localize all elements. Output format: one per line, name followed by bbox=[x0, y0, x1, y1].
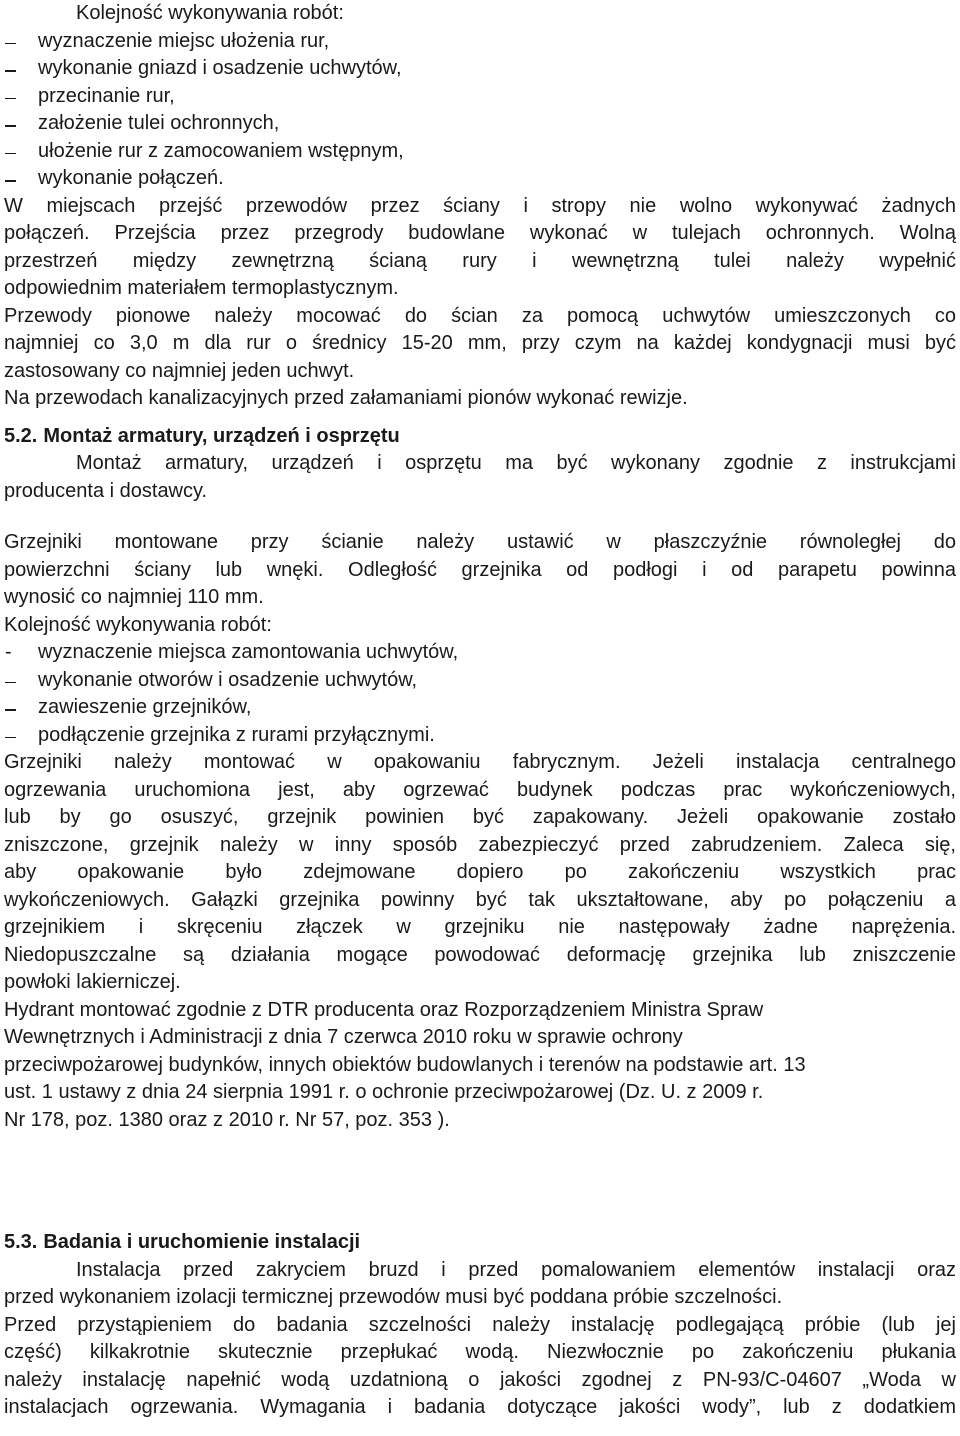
spacer bbox=[4, 505, 956, 529]
paragraph-packaging bbox=[4, 749, 956, 997]
list-item: podłączenie grzejnika z rurami przyłącznymi. bbox=[4, 722, 956, 750]
text-line: W miejscach przejść przewodów przez ściany i stropy nie wolno wykonywać żadnych bbox=[4, 194, 956, 217]
paragraph-vertical-pipes bbox=[4, 303, 956, 386]
work-order-intro: Kolejność wykonywania robót: bbox=[76, 2, 344, 24]
radiator-work-order-list bbox=[4, 639, 956, 749]
work-order-list bbox=[4, 28, 956, 193]
list-item: ułożenie rur z zamocowaniem wstępnym, bbox=[4, 138, 956, 166]
paragraph-flushing bbox=[4, 1312, 956, 1422]
text-line: Grzejniki montowane przy ścianie należy ustawić w płaszczyźnie równoległej do bbox=[4, 531, 956, 553]
text-line: aby opakowanie było zdejmowane dopiero po zakończeniu wszystkich prac bbox=[4, 861, 956, 883]
section-heading bbox=[4, 423, 956, 451]
text-line: ust. 1 ustawy z dnia 24 sierpnia 1991 r. o ochronie przeciwpożarowej (Dz. U. z 2009 r. bbox=[4, 1081, 764, 1103]
paragraph-sleeves bbox=[4, 193, 956, 303]
text-line: połączeń. Przejścia przez przegrody budowlane wykonać w tulejach ochronnych. Wolną bbox=[4, 222, 956, 244]
paragraph-hydrant bbox=[4, 997, 956, 1135]
list-item-text: wyznaczenie miejsca zamontowania uchwytów, bbox=[38, 641, 459, 663]
list-item: przecinanie rur, bbox=[4, 83, 956, 111]
work-order-block bbox=[4, 0, 956, 413]
radiator-work-order-intro: Kolejność wykonywania robót: bbox=[4, 613, 272, 636]
text-line: Montaż armatury, urządzeń i osprzętu ma być wykonany zgodnie z instrukcjami bbox=[76, 452, 956, 474]
text-line: producenta i dostawcy. bbox=[4, 479, 208, 502]
section-5-3 bbox=[4, 1229, 956, 1422]
spacer bbox=[4, 413, 956, 423]
text-line: najmniej co 3,0 m dla rur o średnicy 15-20 mm, przy czym na każdej kondygnacji musi być bbox=[4, 332, 956, 354]
text-line: Instalacja przed zakryciem bruzd i przed pomalowaniem elementów instalacji oraz bbox=[76, 1258, 956, 1281]
text-line: zastosowany co najmniej jeden uchwyt. bbox=[4, 359, 355, 382]
list-item: wykonanie gniazd i osadzenie uchwytów, bbox=[4, 55, 956, 83]
text-line: lub by go osuszyć, grzejnik powinien być zapakowany. Jeżeli opakowanie zostało bbox=[4, 806, 956, 828]
text-line: instalacjach ogrzewania. Wymagania i badania dotyczące jakości wody”, lub z dodatkiem bbox=[4, 1396, 956, 1418]
list-item: zawieszenie grzejników, bbox=[4, 694, 956, 722]
text-line: Niedopuszczalne są działania mogące powodować deformację grzejnika lub zniszczenie bbox=[4, 943, 956, 966]
section-heading bbox=[4, 1229, 956, 1257]
paragraph-pressure-test bbox=[4, 1257, 956, 1312]
list-item: wykonanie połączeń. bbox=[4, 165, 956, 193]
section-number: 5.2. bbox=[4, 424, 38, 447]
list-item bbox=[4, 639, 956, 667]
section-number: 5.3. bbox=[4, 1231, 38, 1253]
text-line: zniszczone, grzejnik należy w inny sposób zabezpieczyć przed zabrudzeniem. Zaleca się, bbox=[4, 833, 956, 856]
text-line: część) kilkakrotnie skutecznie przepłukać wodą. Niezwłocznie po zakończeniu płukania bbox=[4, 1341, 956, 1363]
text-line: przed wykonaniem izolacji termicznej przewodów musi być poddana próbie szczelności. bbox=[4, 1286, 783, 1308]
paragraph-fittings bbox=[4, 450, 956, 505]
list-item: założenie tulei ochronnych, bbox=[4, 110, 956, 138]
text-line: powierzchni ściany lub wnęki. Odległość grzejnika od podłogi i od parapetu powinna bbox=[4, 558, 956, 581]
text-line: powłoki lakierniczej. bbox=[4, 971, 181, 993]
text-line: Hydrant montować zgodnie z DTR producenta oraz Rozporządzeniem Ministra Spraw bbox=[4, 998, 764, 1021]
list-item: wyznaczenie miejsc ułożenia rur, bbox=[4, 28, 956, 56]
text-line: Przed przystąpieniem do badania szczelności należy instalację podlegającą próbie (lub jej bbox=[4, 1313, 956, 1336]
text-line: Nr 178, poz. 1380 oraz z 2010 r. Nr 57, poz. 353 ). bbox=[4, 1108, 450, 1131]
text-line: ogrzewania uruchomiona jest, aby ogrzewać budynek podczas prac wykończeniowych, bbox=[4, 778, 956, 801]
text-line: Grzejniki należy montować w opakowaniu fabrycznym. Jeżeli instalacja centralnego bbox=[4, 751, 956, 773]
text-line: wynosić co najmniej 110 mm. bbox=[4, 586, 264, 608]
paragraph-sewage: Na przewodach kanalizacyjnych przed załamaniami pionów wykonać rewizje. bbox=[4, 387, 688, 409]
section-title: Montaż armatury, urządzeń i osprzętu bbox=[43, 424, 400, 447]
text-line: przeciwpożarowej budynków, innych obiektów budowlanych i terenów na podstawie art. 13 bbox=[4, 1053, 806, 1076]
text-line: Wewnętrznych i Administracji z dnia 7 czerwca 2010 roku w sprawie ochrony bbox=[4, 1026, 683, 1048]
list-marker: - bbox=[5, 641, 12, 663]
spacer bbox=[4, 1134, 956, 1229]
section-title: Badania i uruchomienie instalacji bbox=[43, 1231, 361, 1253]
text-line: należy instalację napełnić wodą uzdatnioną o jakości zgodnej z PN-93/C-04607 „Woda w bbox=[4, 1368, 956, 1391]
text-line: grzejnikiem i skręceniu złączek w grzejniku nie następowały żadne naprężenia. bbox=[4, 916, 956, 938]
text-line: odpowiednim materiałem termoplastycznym. bbox=[4, 277, 399, 299]
text-line: wykończeniowych. Gałązki grzejnika powinny być tak ukształtowane, aby po połączeniu a bbox=[4, 888, 956, 911]
paragraph-radiators bbox=[4, 529, 956, 612]
text-line: Przewody pionowe należy mocować do ścian za pomocą uchwytów umieszczonych co bbox=[4, 304, 956, 327]
section-5-2 bbox=[4, 423, 956, 1135]
list-item: wykonanie otworów i osadzenie uchwytów, bbox=[4, 667, 956, 695]
text-line: przestrzeń między zewnętrzną ścianą rury i wewnętrzną tulei należy wypełnić bbox=[4, 249, 956, 272]
